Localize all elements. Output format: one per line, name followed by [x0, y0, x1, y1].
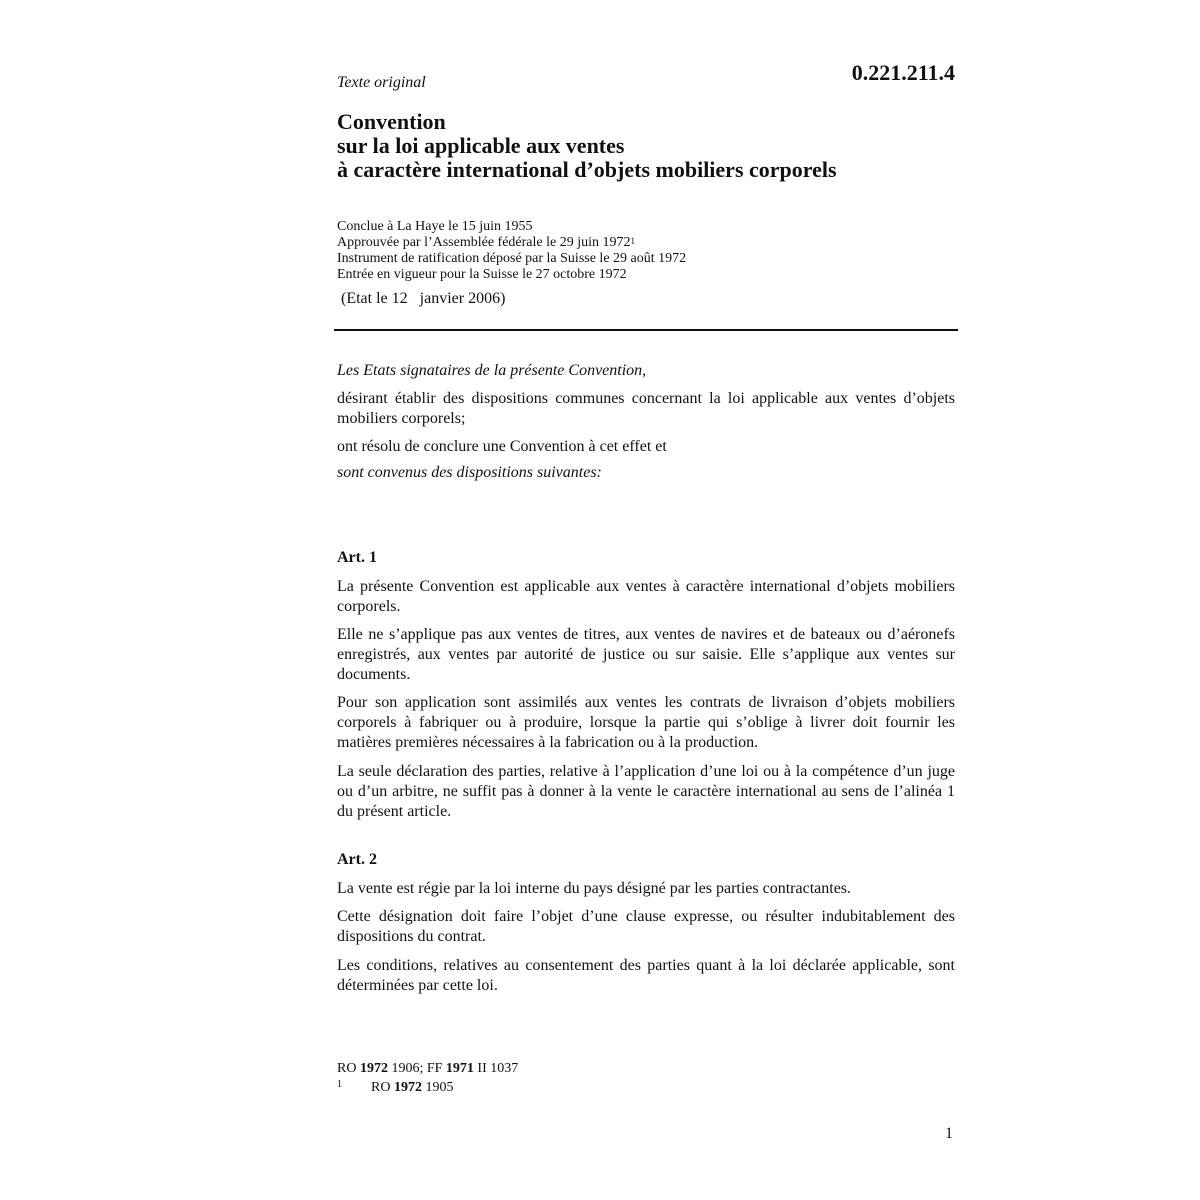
title-line: Convention: [337, 109, 446, 134]
footnote-1: [337, 1078, 518, 1097]
document-page: [337, 0, 957, 1200]
approved-text: Approuvée par l’Assemblée fédérale le 29 juin 1972: [337, 235, 631, 250]
footnotes: [337, 1059, 518, 1097]
fn-prefix: RO: [371, 1080, 394, 1095]
treaty-dates: [337, 219, 686, 283]
article-paragraph: La présente Convention est applicable aux ventes à caractère international d’objets mobiliers corporels.: [337, 578, 955, 615]
preamble-agreed: sont convenus des dispositions suivantes:: [337, 464, 602, 481]
footnote-number: 1: [337, 1079, 342, 1090]
article-paragraph: Elle ne s’applique pas aux ventes de titres, aux ventes de navires et de bateaux ou d’aéronefs enregistrés, aux ventes par autorité de justice ou sur saisie. Elle s’applique aux ventes sur documents.: [337, 626, 955, 683]
original-text-note: Texte original: [337, 74, 426, 91]
fn-suffix: 1905: [421, 1080, 454, 1095]
article-paragraph: La vente est régie par la loi interne du pays désigné par les parties contractantes.: [337, 880, 852, 897]
footnote-marker: 1: [630, 236, 636, 246]
ref-year: 1972: [359, 1061, 388, 1076]
title-line: à caractère international d’objets mobiliers corporels: [337, 157, 837, 182]
document-title: [337, 110, 957, 182]
approved-line: [337, 235, 686, 251]
preamble-desire: désirant établir des dispositions communes concernant la loi applicable aux ventes d’objets mobiliers corporels;: [337, 390, 955, 427]
article-heading: Art. 2: [337, 851, 377, 868]
page-number: 1: [945, 1125, 953, 1142]
article-paragraph: Cette désignation doit faire l’objet d’une clause expresse, ou résulter indubitablement des dispositions du contrat.: [337, 908, 955, 945]
article-heading: Art. 1: [337, 549, 377, 566]
concluded-line: Conclue à La Haye le 15 juin 1955: [337, 219, 533, 234]
preamble-resolved: ont résolu de conclure une Convention à cet effet et: [337, 438, 667, 455]
article-paragraph: La seule déclaration des parties, relative à l’application d’une loi ou à la compétence d’un juge ou d’un arbitre, ne suffit pas à donner à la vente le caractère international au sens de l’alinéa 1 du présent article.: [337, 763, 955, 820]
ref-suffix: II 1037: [473, 1061, 519, 1076]
title-line: sur la loi applicable aux ventes: [337, 133, 625, 158]
ref-year: 1971: [445, 1061, 474, 1076]
state-date: (Etat le 12 janvier 2006): [341, 290, 506, 307]
preamble-intro: Les Etats signataires de la présente Convention,: [337, 362, 647, 379]
ref-middle: 1906; FF: [387, 1061, 446, 1076]
article-paragraph: Pour son application sont assimilés aux ventes les contrats de livraison d’objets mobiliers corporels à fabriquer ou à produire, lorsque la partie qui s’oblige à livrer doit fournir les matières premières nécessaires à la fabrication ou à la production.: [337, 694, 955, 751]
sr-number: 0.221.211.4: [851, 60, 955, 85]
article-paragraph: Les conditions, relatives au consentement des parties quant à la loi déclarée applicable, sont déterminées par cette loi.: [337, 957, 955, 994]
horizontal-rule: [334, 329, 958, 331]
ratification-line: Instrument de ratification déposé par la Suisse le 29 août 1972: [337, 251, 687, 266]
fn-year: 1972: [393, 1080, 422, 1095]
ref-prefix: RO: [337, 1061, 360, 1076]
entry-into-force-line: Entrée en vigueur pour la Suisse le 27 octobre 1972: [337, 267, 627, 282]
